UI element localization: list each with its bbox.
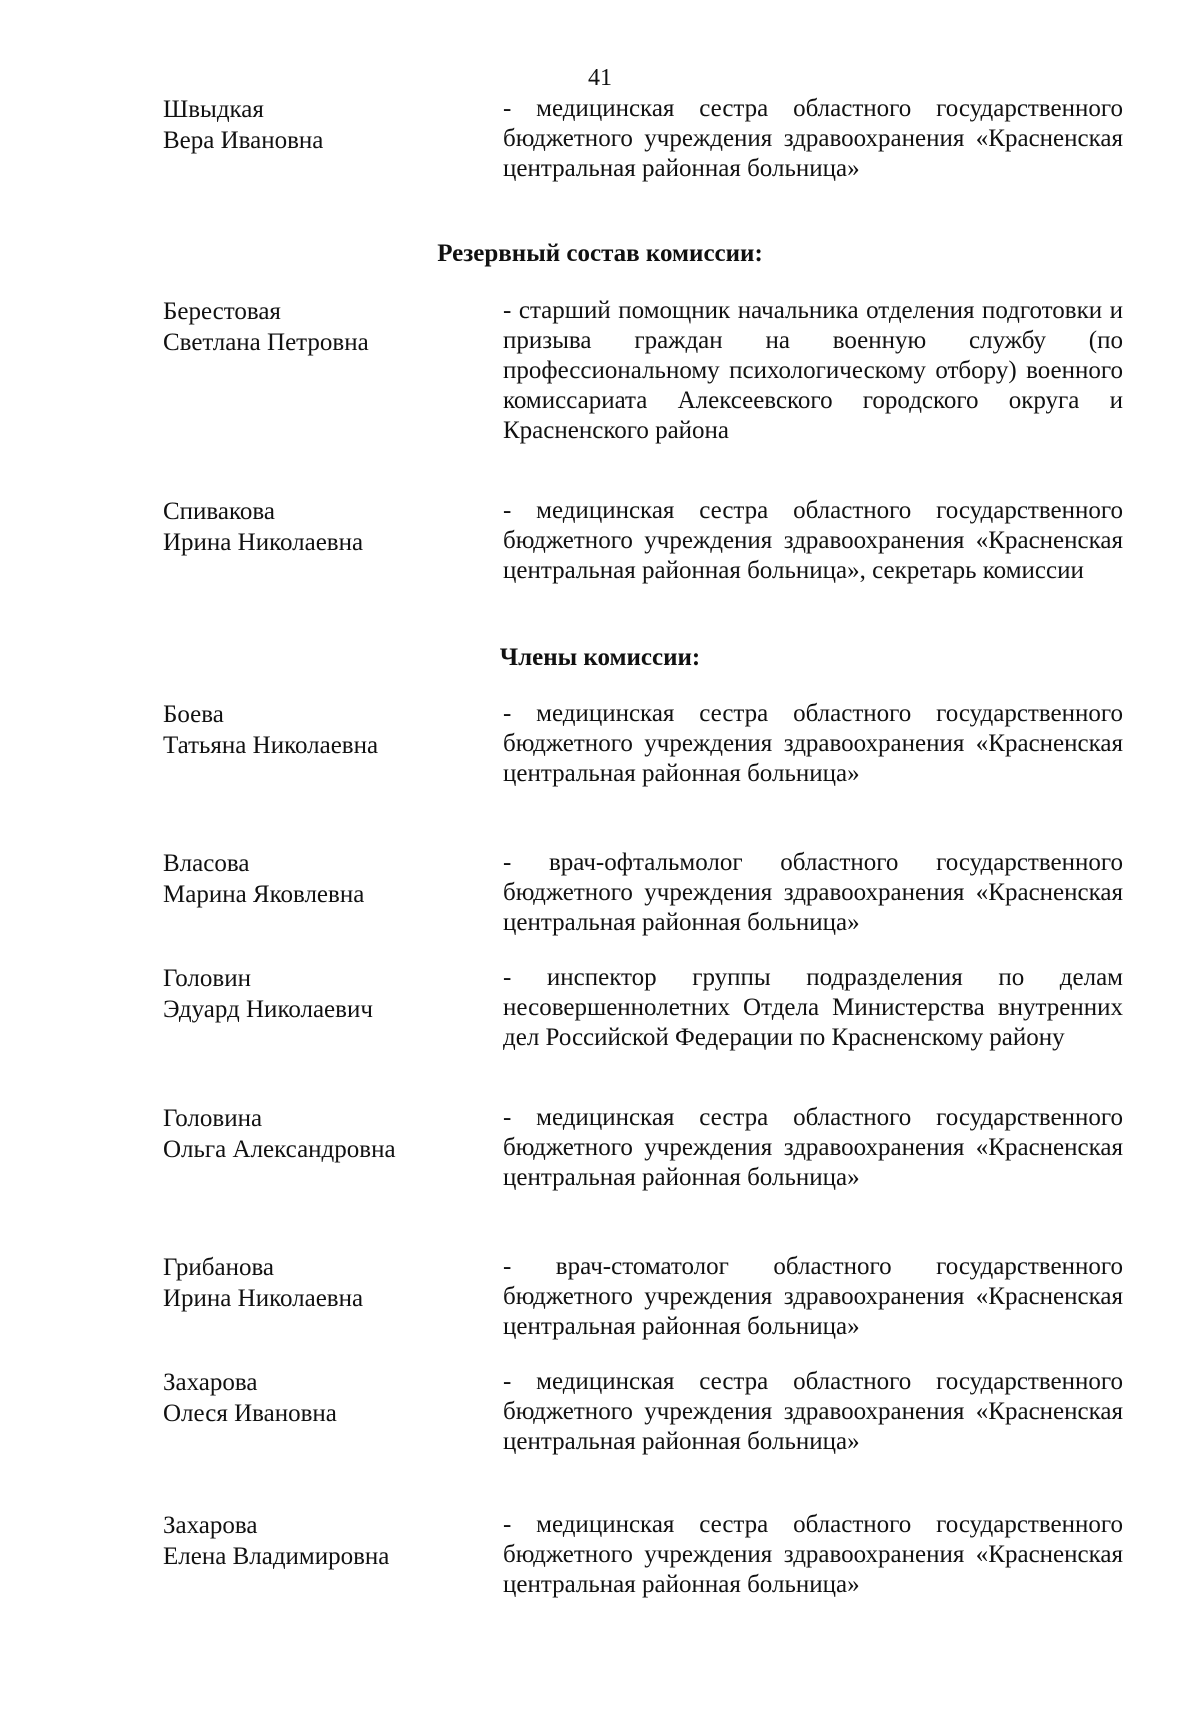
member-name <box>163 848 483 910</box>
member-name <box>163 296 483 358</box>
member-surname: Берестовая <box>163 298 281 325</box>
commission-heading: Члены комиссии: <box>499 644 701 671</box>
member-given-name: Татьяна Николаевна <box>163 732 379 759</box>
member-description: - врач-стоматолог областного государственного бюджетного учреждения здравоохранения «Красненская центральная районная больница» <box>503 1253 1123 1340</box>
member-given-name: Эдуард Николаевич <box>163 996 373 1023</box>
member-given-name: Светлана Петровна <box>163 329 369 356</box>
member-given-name: Ирина Николаевна <box>163 1285 364 1312</box>
member-surname: Головина <box>163 1105 263 1132</box>
reserve-heading: Резервный состав комиссии: <box>437 240 763 267</box>
member-given-name: Вера Ивановна <box>163 127 324 154</box>
member-surname: Боева <box>163 701 224 728</box>
member-entry <box>163 848 1123 978</box>
member-description: - врач-офтальмолог областного государственного бюджетного учреждения здравоохранения «Красненская центральная районная больница» <box>503 849 1123 936</box>
member-given-name: Ирина Николаевна <box>163 529 364 556</box>
member-surname: Захарова <box>163 1512 258 1539</box>
member-entry <box>163 496 1123 626</box>
member-name <box>163 699 483 761</box>
member-surname: Власова <box>163 850 250 877</box>
member-description: - медицинская сестра областного государственного бюджетного учреждения здравоохранения «Красненская центральная районная больница» <box>503 1368 1123 1455</box>
member-entry <box>163 1510 1123 1640</box>
member-description: - медицинская сестра областного государственного бюджетного учреждения здравоохранения «Красненская центральная районная больница» <box>503 1104 1123 1191</box>
member-entry <box>163 1103 1123 1233</box>
member-description: - медицинская сестра областного государственного бюджетного учреждения здравоохранения «Красненская центральная районная больница» <box>503 700 1123 787</box>
page-number: 41 <box>588 65 612 91</box>
member-given-name: Олеся Ивановна <box>163 1400 337 1427</box>
member-given-name: Ольга Александровна <box>163 1136 396 1163</box>
member-surname: Швыдкая <box>163 96 264 123</box>
member-entry <box>163 1367 1123 1497</box>
member-entry <box>163 1252 1123 1382</box>
member-description: - медицинская сестра областного государственного бюджетного учреждения здравоохранения «Красненская центральная районная больница» <box>503 1511 1123 1598</box>
member-entry <box>163 699 1123 829</box>
member-description: - инспектор группы подразделения по делам несовершеннолетних Отдела Министерства внутренних дел Российской Федерации по Красненскому району <box>503 964 1123 1051</box>
member-description: - медицинская сестра областного государственного бюджетного учреждения здравоохранения «Красненская центральная районная больница», секретарь комиссии <box>503 497 1123 584</box>
member-given-name: Елена Владимировна <box>163 1543 390 1570</box>
member-given-name: Марина Яковлевна <box>163 881 365 908</box>
member-name <box>163 496 483 558</box>
member-name <box>163 1510 483 1572</box>
member-surname: Грибанова <box>163 1254 275 1281</box>
member-entry <box>163 94 1123 224</box>
member-surname: Захарова <box>163 1369 258 1396</box>
member-name <box>163 963 483 1025</box>
member-name <box>163 1252 483 1314</box>
member-entry <box>163 963 1123 1093</box>
member-description: - старший помощник начальника отделения подготовки и призыва граждан на военную службу (по профессиональному психологическому отбору) военного комиссариата Алексеевского городского округа и Красненского района <box>503 297 1123 444</box>
member-name <box>163 94 483 156</box>
member-description: - медицинская сестра областного государственного бюджетного учреждения здравоохранения «Красненская центральная районная больница» <box>503 95 1123 182</box>
member-surname: Спивакова <box>163 498 275 525</box>
member-entry <box>163 296 1123 444</box>
member-surname: Головин <box>163 965 251 992</box>
member-name <box>163 1367 483 1429</box>
member-name <box>163 1103 483 1165</box>
